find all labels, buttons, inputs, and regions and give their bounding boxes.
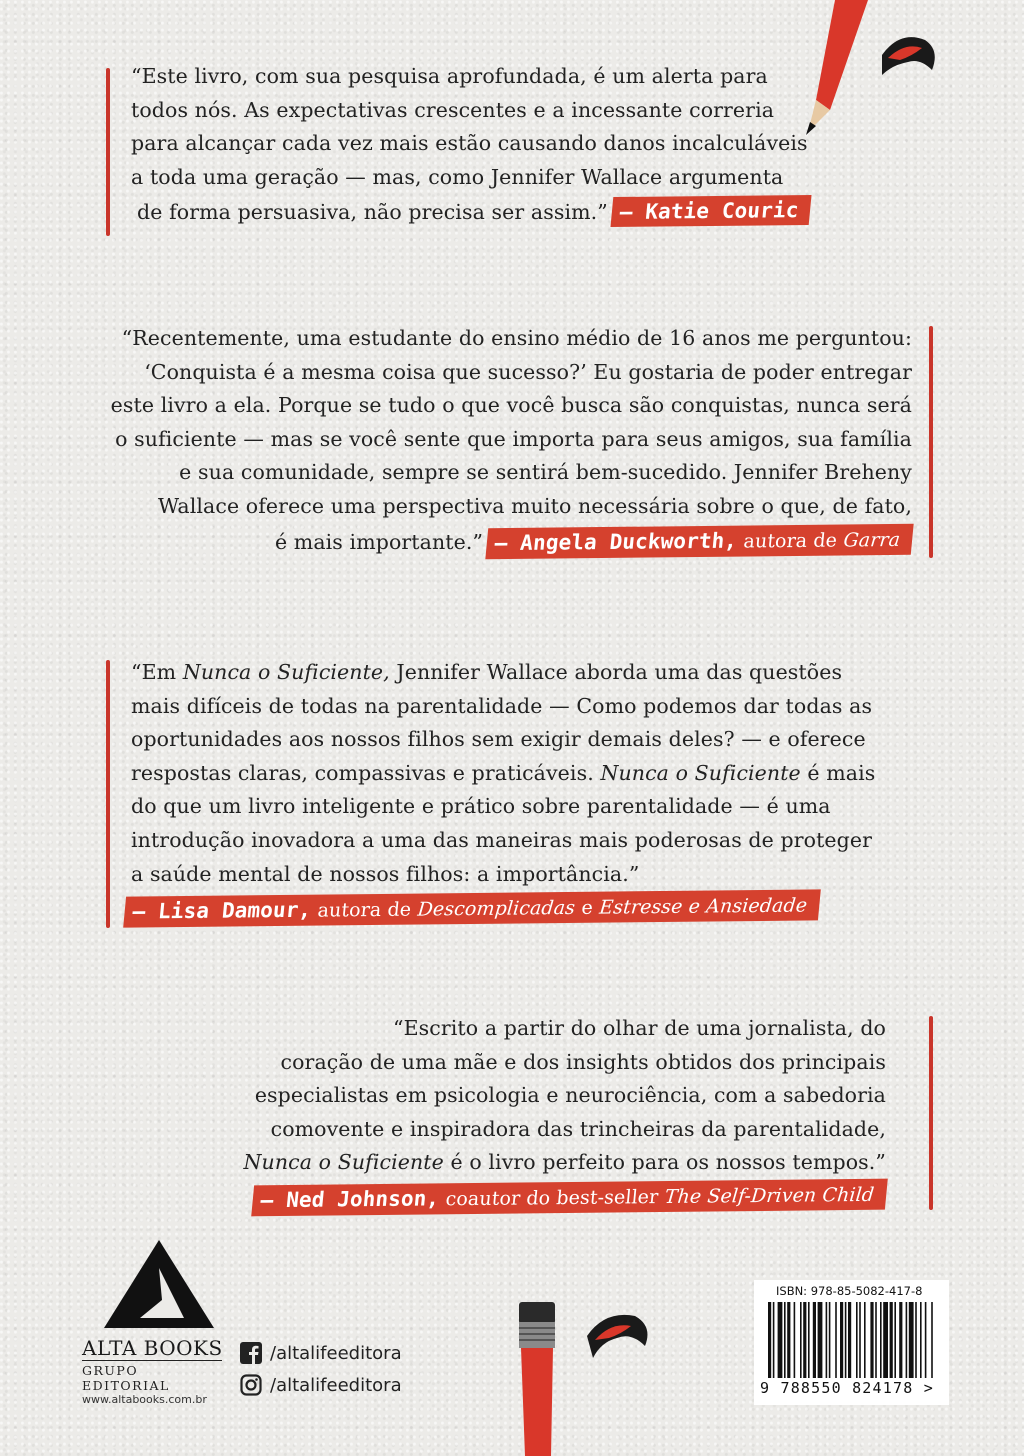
quote-line: todos nós. As expectativas crescentes e a incessante correria [131,97,775,122]
barcode-bar [848,1302,851,1378]
book-title: Nunca o Suficiente, [182,660,390,684]
publisher-name: ALTA BOOKS [82,1336,223,1360]
barcode-bar [813,1302,816,1378]
attribution-role: autora de [742,529,839,553]
barcode-bar [899,1302,902,1378]
isbn-label: ISBN: 978-85-5082-417-8 [776,1284,923,1298]
attribution-badge [251,1179,887,1217]
barcode-bar [794,1302,796,1378]
attribution-badge [610,195,811,227]
barcode-bar [870,1302,873,1378]
barcode-bar [826,1302,828,1378]
barcode-bar [883,1302,888,1378]
barcode-number: 9 788550 824178 > [760,1379,934,1397]
attribution-work: Garra [842,528,902,552]
barcode-bar [931,1302,933,1378]
barcode-bar [906,1302,908,1378]
quote-accent-bar [929,1016,933,1210]
barcode-bars [762,1302,942,1380]
barcode-bar [894,1302,896,1378]
quote-lisa-damour [131,656,875,926]
quote-line [131,194,810,230]
attribution-name: — Katie Couric [618,198,800,225]
quote-line: coração de uma mãe e dos insights obtidos dos principais [280,1049,886,1074]
quote-text: “Em [131,660,177,684]
barcode-bar [875,1302,877,1378]
quote-line: o suficiente — mas se você sente que importa para seus amigos, sua família [115,426,912,451]
quote-line: a saúde mental de nossos filhos: a importância.” [131,861,640,886]
quote-line: a toda uma geração — mas, como Jennifer Wallace argumenta [131,164,784,189]
attribution-work: The Self-Driven Child [663,1183,876,1208]
attribution-name: — Ned Johnson, [259,1186,441,1213]
barcode-bar [768,1302,771,1378]
attribution-badge [485,523,913,558]
facebook-handle[interactable] [240,1342,402,1364]
quote-line: “Este livro, com sua pesquisa aprofundada, é um alerta para [131,64,768,88]
attribution-role: coautor do best-seller [444,1186,660,1211]
barcode-bar [835,1302,837,1378]
barcode-bar [800,1302,802,1378]
quote-line: este livro a ela. Porque se tudo o que você busca são conquistas, nunca será [110,393,912,418]
quote-line: introdução inovadora a uma das maneiras mais poderosas de proteger [131,827,872,852]
publisher-logo [82,1240,232,1406]
barcode-bar [787,1302,790,1378]
instagram-handle-text: /altalifeeditora [270,1374,402,1396]
barcode-bar [784,1302,786,1378]
book-title: Nunca o Suficiente [600,760,801,785]
barcode-bar [803,1302,806,1378]
quote-line: oportunidades aos nossos filhos sem exigir demais deles? — e oferece [131,727,866,752]
quote-line: para alcançar cada vez mais estão causando danos incalculáveis [131,131,808,156]
barcode-bar [856,1302,858,1378]
quote-line: do que um livro inteligente e prático sobre parentalidade — é uma [131,794,831,819]
barcode-bar [818,1302,823,1378]
barcode-bar [880,1302,882,1378]
attribution-conjunction: e [580,896,594,920]
quote-line [244,1146,887,1180]
quote-katie-couric [131,60,810,230]
quote-text: respostas claras, compassivas e praticáveis. [131,760,594,785]
alta-books-triangle-icon [104,1240,214,1328]
attribution-work: Descomplicadas [416,897,577,921]
quote-line: “Escrito a partir do olhar de uma jornalista, do [393,1016,886,1040]
barcode-bar [840,1302,843,1378]
barcode-bar [778,1302,783,1378]
quote-line: Wallace oferece uma perspectiva muito necessária sobre o que, de fato, [158,493,912,518]
attribution-line [244,1180,887,1215]
pencil-illustration-top [790,0,950,140]
attribution-name: — Angela Duckworth, [493,528,739,555]
quote-accent-bar [929,326,933,558]
quote-text: é mais [807,760,876,785]
quote-text: Jennifer Wallace aborda uma das questões [396,660,843,684]
quote-line-text: de forma persuasiva, não precisa ser assim.” [137,200,608,225]
barcode-bar [829,1302,831,1378]
facebook-handle-text: /altalifeeditora [270,1342,402,1364]
quote-ned-johnson [244,1012,887,1215]
quote-accent-bar [106,68,110,236]
attribution-line [125,891,875,926]
quote-line: mais difíceis de todas na parentalidade — Como podemos dar todas as [131,693,873,718]
quote-line [131,656,875,690]
barcode-bar [920,1302,922,1378]
quote-accent-bar [106,660,110,928]
barcode-bar [925,1302,927,1378]
barcode-bar [909,1302,914,1378]
barcode-bar [808,1302,810,1378]
barcode-bar [773,1302,775,1378]
barcode-bar [859,1302,861,1378]
quote-text: é o livro perfeito para os nossos tempos.” [450,1150,886,1175]
instagram-handle[interactable] [240,1374,402,1396]
pencil-illustration-bottom [505,1296,665,1456]
barcode-bar [845,1302,847,1378]
quote-angela-duckworth [111,322,912,559]
barcode-bar [915,1302,917,1378]
isbn-barcode [754,1280,949,1405]
quote-line: e sua comunidade, sempre se sentirá bem-sucedido. Jennifer Breheny [179,460,912,485]
quote-line [131,757,875,791]
quote-line: comovente e inspiradora das trincheiras da parentalidade, [270,1116,886,1141]
quote-line: especialistas em psicologia e neurociência, com a sabedoria [254,1083,886,1108]
book-title: Nunca o Suficiente [243,1150,444,1175]
attribution-role: autora de [316,898,413,922]
barcode-bar [864,1302,866,1378]
quote-line-text: é mais importante.” [274,529,484,554]
quote-line [111,524,912,560]
facebook-icon [240,1342,262,1364]
attribution-badge [123,890,821,928]
barcode-bar [890,1302,893,1378]
attribution-name: — Lisa Damour, [131,897,313,924]
quote-line: ‘Conquista é a mesma coisa que sucesso?’ Eu gostaria de poder entregar [144,359,912,384]
publisher-url: www.altabooks.com.br [82,1393,207,1406]
attribution-work: Estresse e Ansiedade [598,894,809,919]
publisher-subtitle: GRUPO EDITORIAL [82,1360,222,1393]
instagram-icon [240,1374,262,1396]
quote-line: “Recentemente, uma estudante do ensino médio de 16 anos me perguntou: [121,326,912,350]
